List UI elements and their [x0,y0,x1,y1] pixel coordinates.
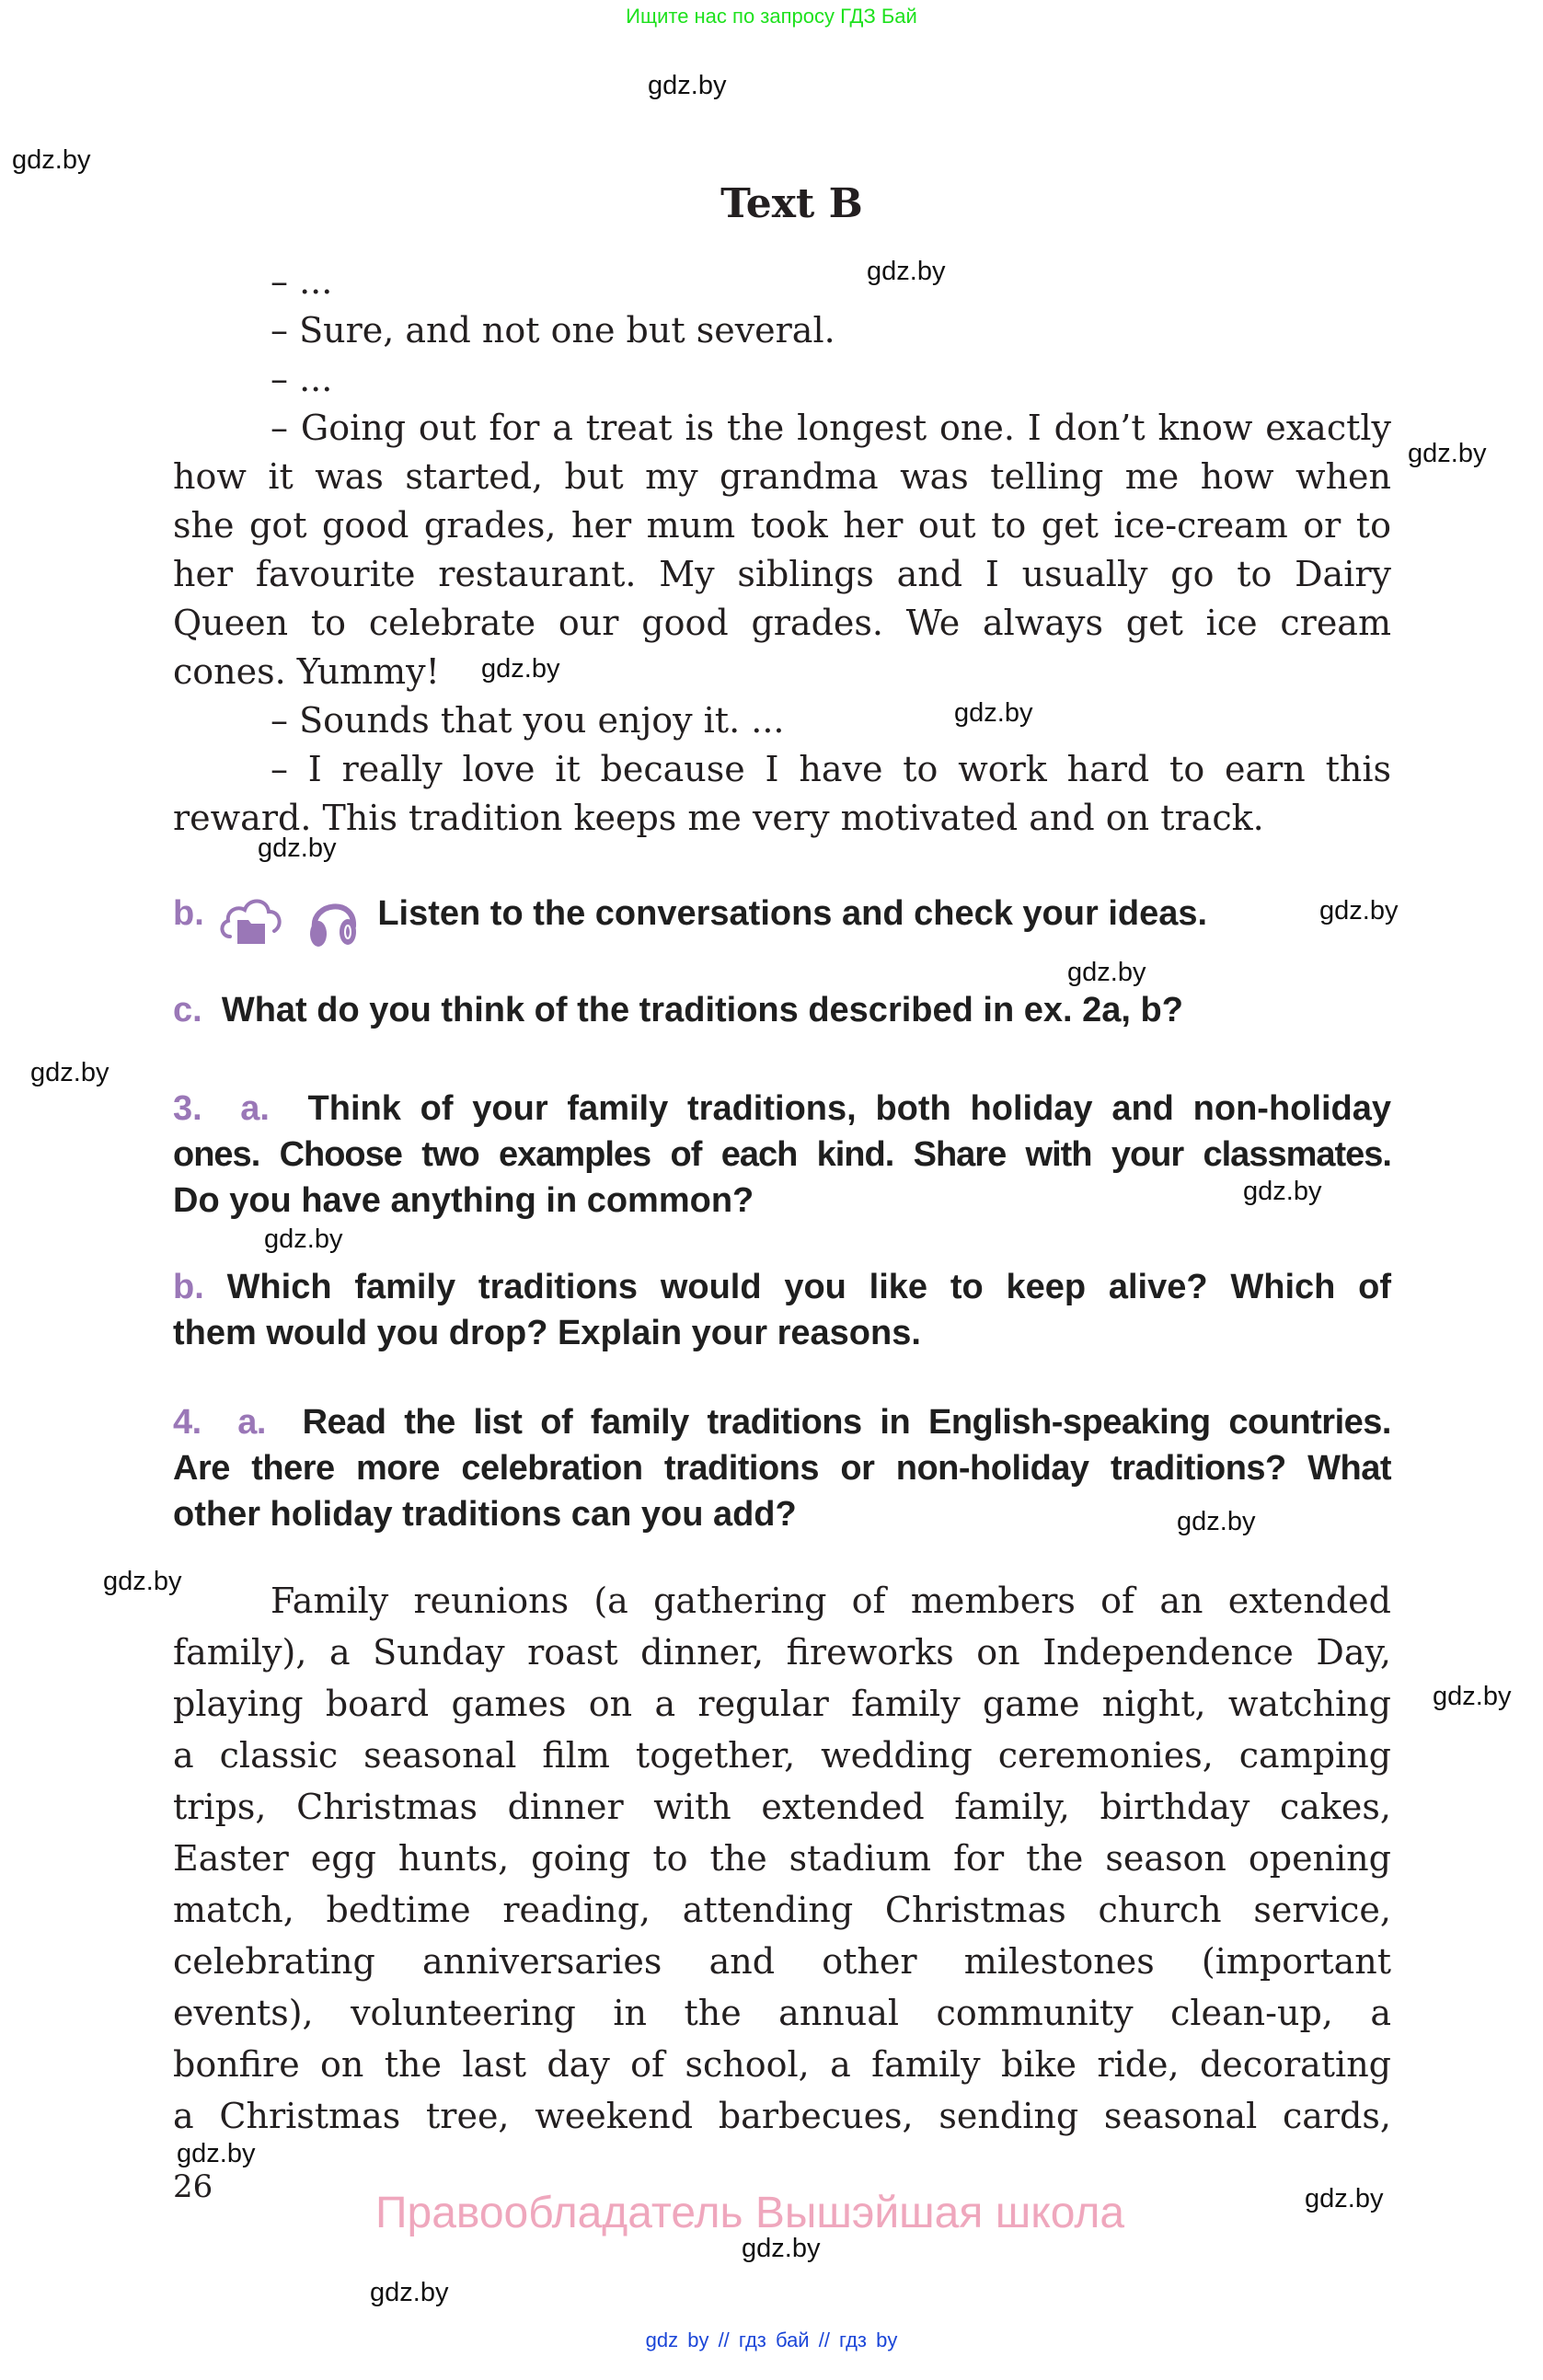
watermark: gdz.by [1067,958,1146,987]
traditions-line: celebrating anniversaries and other milestones (important [173,1941,1391,1982]
watermark: gdz.by [1305,2184,1384,2213]
traditions-line: match, bedtime reading, attending Christmas church service, [173,1890,1391,1930]
watermark: gdz.by [742,2234,821,2263]
watermark: gdz.by [30,1058,109,1087]
cloud-folder-icon[interactable] [217,896,285,946]
task-text: Listen to the conversations and check your ideas. [377,894,1208,933]
task-label: b. [173,894,204,933]
exercise-number: 4. [173,1403,202,1442]
traditions-line: Family reunions (a gathering of members of an extended [271,1581,1391,1621]
watermark: gdz.by [103,1567,182,1596]
dialogue-line: – ... [271,359,333,399]
watermark: gdz.by [1408,439,1487,468]
footer-links[interactable]: gdz by // гдз бай // гдз by [645,2328,898,2351]
dialogue-line: – ... [271,261,333,302]
task-text: Do you have anything in common? [173,1181,754,1220]
task-label: a. [240,1089,270,1128]
dialogue [173,258,1391,843]
task-text: What do you think of the traditions described in ex. 2a, b? [221,991,1183,1029]
task-text: ones. Choose two examples of each kind. Share with your classmates. [173,1135,1391,1174]
dialogue-line: Queen to celebrate our good grades. We always get ice cream [173,603,1391,643]
traditions-line: a classic seasonal film together, wedding ceremonies, camping [173,1735,1391,1776]
task-text: other holiday traditions can you add? [173,1495,797,1534]
watermark: gdz.by [12,145,91,175]
traditions-line: playing board games on a regular family game night, watching [173,1684,1391,1724]
search-banner: Ищите нас по запросу ГДЗ Бай [626,5,917,28]
watermark: gdz.by [1177,1507,1256,1536]
page-number: 26 [173,2168,213,2205]
watermark: gdz.by [954,698,1033,728]
task-text: Which family traditions would you like to keep alive? Which of [226,1268,1391,1306]
watermark: gdz.by [867,257,946,286]
traditions-line: a Christmas tree, weekend barbecues, sending seasonal cards, [173,2096,1391,2136]
task-text: Are there more celebration traditions or non-holiday traditions? What [173,1449,1391,1488]
dialogue-line: cones. Yummy! [173,651,440,692]
watermark: gdz.by [258,834,337,863]
watermark: gdz.by [1243,1177,1322,1206]
task-label: c. [173,991,202,1029]
watermark: gdz.by [370,2278,449,2307]
task-label: b. [173,1268,204,1306]
watermark: gdz.by [1319,896,1399,926]
task-text: Think of your family traditions, both holiday and non-holiday [307,1089,1391,1128]
copyright-notice: Правообладатель Вышэйшая школа [375,2189,1125,2237]
headphones-icon[interactable] [307,893,359,949]
exercise-2b [173,891,1391,949]
traditions-paragraph [173,1575,1391,2142]
dialogue-line: – I really love it because I have to work hard to earn this [271,749,1391,789]
traditions-line: Easter egg hunts, going to the stadium for the season opening [173,1838,1391,1879]
watermark: gdz.by [1433,1682,1512,1711]
dialogue-line: reward. This tradition keeps me very motivated and on track. [173,798,1264,838]
dialogue-line: – Sure, and not one but several. [271,310,835,351]
watermark: gdz.by [177,2139,256,2168]
dialogue-line: – Going out for a treat is the longest one. I don’t know exactly [271,408,1391,448]
task-label: a. [237,1403,266,1442]
traditions-line: trips, Christmas dinner with extended family, birthday cakes, [173,1787,1391,1827]
watermark: gdz.by [481,654,560,684]
watermark: gdz.by [264,1224,343,1254]
task-text: Read the list of family traditions in English-speaking countries. [302,1403,1391,1442]
traditions-line: bonfire on the last day of school, a family bike ride, decorating [173,2044,1391,2085]
watermark: gdz.by [648,71,727,100]
exercise-2c [173,987,1391,1033]
section-title: Text B [720,180,863,227]
dialogue-line: how it was started, but my grandma was telling me how when [173,456,1391,497]
exercise-number: 3. [173,1089,202,1128]
traditions-line: family), a Sunday roast dinner, fireworks on Independence Day, [173,1632,1391,1673]
exercise-3a [173,1086,1391,1224]
exercise-4a [173,1399,1391,1537]
traditions-line: events), volunteering in the annual community clean-up, a [173,1993,1391,2033]
exercise-3b [173,1264,1391,1356]
task-text: them would you drop? Explain your reasons. [173,1314,921,1352]
dialogue-line: she got good grades, her mum took her out to get ice-cream or to [173,505,1391,546]
dialogue-line: – Sounds that you enjoy it. ... [271,700,785,741]
dialogue-line: her favourite restaurant. My siblings and I usually go to Dairy [173,554,1391,594]
